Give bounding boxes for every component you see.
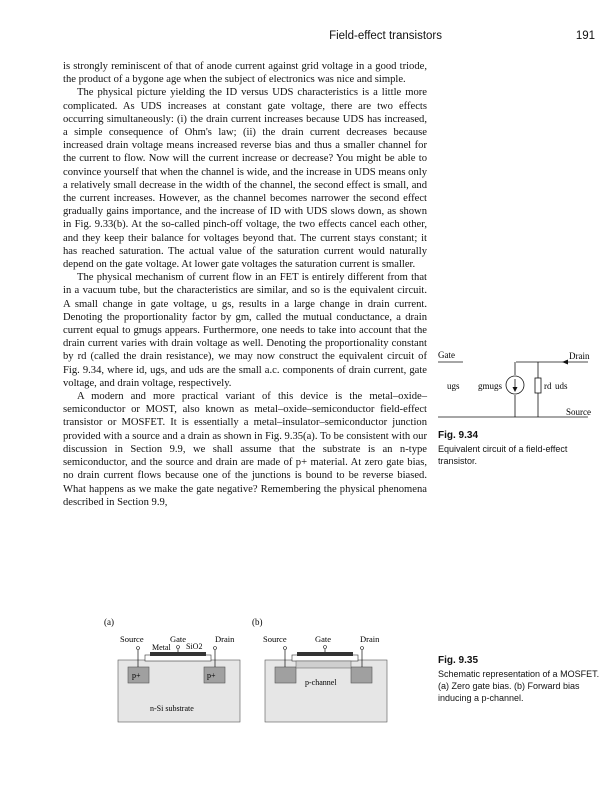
running-title: Field-effect transistors [329, 30, 442, 42]
gm-label: gmugs [478, 381, 503, 391]
gate-label: Gate [438, 350, 455, 360]
figure-label: Fig. 9.35 [438, 655, 479, 666]
ugs-label: ugs [447, 381, 460, 391]
pplus-label-drain: p+ [207, 671, 216, 680]
figure-caption [438, 655, 603, 704]
caption-text: Schematic representation of a MOSFET. (a) Zero gate bias. (b) Forward bias inducing a p-channel. [438, 669, 600, 703]
caption-text: Equivalent circuit of a field-effect transistor. [438, 444, 568, 466]
paragraph: The physical mechanism of current flow in an FET is entirely different from that in a vacuum tube, but the characteristics are similar, and so is the equivalent circuit. A small change in gate voltage, u gs, results in a large change in drain current. Denoting the proportionality factor by gm, called the mutual conductance, a drain current equal to gmugs appears. Furthermore, one needs to take into account that the drain current varies with drain voltage as well. Denoting the proportionality constant by rd (called the drain resistance), we may now construct the equivalent circuit of Fig. 9.34, where id, ugs, and uds are the small a.c. components of drain current, gate voltage, and drain voltage, respectively. [63, 272, 427, 389]
drain-label-b: Drain [360, 634, 380, 644]
drain-label: Drain [569, 351, 590, 361]
metal-b [297, 652, 353, 656]
drain-label-a: Drain [215, 634, 235, 644]
running-header [0, 30, 615, 46]
source-label-b: Source [263, 634, 287, 644]
pplus-label-source: p+ [132, 671, 141, 680]
gate-label-a: Gate [170, 634, 187, 644]
p-channel [296, 661, 351, 668]
source-label: Source [566, 407, 591, 417]
rd-label: rd [544, 381, 552, 391]
paragraph: A modern and more practical variant of this device is the metal–oxide–semiconductor or MOST, also known as metal–oxide–semiconductor field-effect transistor or MOSFET. It is essentially a metal–insulator–semiconductor junction provided with a source and a drain as shown in Fig. 9.35(a). To be consistent with our discussion in Section 9.9, we shall assume that the substrate is an n-type semiconductor, and the source and drain are made of p+ material. At zero gate bias, no drain current flows because one of the junctions is bound to be reverse biased. What happens as we make the gate negative? Remembering the physical phenomena described in Section 9.9, [63, 391, 427, 508]
figure-caption [438, 430, 603, 467]
equivalent-circuit-diagram [438, 345, 603, 430]
panel-a-label: (a) [104, 617, 114, 627]
p-region-drain-b [351, 667, 372, 683]
main-text [63, 60, 427, 509]
mosfet-diagram [100, 615, 420, 730]
pchannel-label: p-channel [305, 678, 337, 687]
source-label-a: Source [120, 634, 144, 644]
metal-label: Metal [152, 643, 171, 652]
figure-label: Fig. 9.34 [438, 430, 479, 441]
uds-label: uds [555, 381, 568, 391]
paragraph: is strongly reminiscent of that of anode current against grid voltage in a good triode, the product of a bygone age when the subject of electronics was nice and simple. [63, 61, 427, 86]
sio2-label: SiO2 [186, 642, 203, 651]
substrate-label: n-Si substrate [150, 704, 194, 713]
p-region-source-b [275, 667, 296, 683]
page-number: 191 [575, 30, 595, 42]
panel-b-label: (b) [252, 617, 263, 627]
metal-a [150, 652, 206, 656]
gate-label-b: Gate [315, 634, 332, 644]
paragraph: The physical picture yielding the ID versus UDS characteristics is a little more complicated. As UDS increases at constant gate voltage, there are two effects occurring simultaneously: (i) the drain current increases because UDS has increased, a simple consequence of Ohm's law; (ii) the drain current decreases because increased drain voltage means increased reverse bias and thus a smaller channel for the current to flow. Now will the current increase or decrease? You might be able to convince yourself that when the channel is wide, and the increase in UDS means only a relatively small decrease in the width of the channel, the second effect is small, and the current increases. However, as the channel becomes narrower the second effect gradually gains importance, and the increase of ID with UDS slows down, as shown in Fig. 9.33(b). At the so-called pinch-off voltage, the two effects cancel each other, and they keep their balance for voltages beyond that. The current stays constant; it has reached saturation. The actual value of the saturation current would naturally depend on the gate voltage. At lower gate voltages the saturation current is smaller. [63, 87, 427, 271]
